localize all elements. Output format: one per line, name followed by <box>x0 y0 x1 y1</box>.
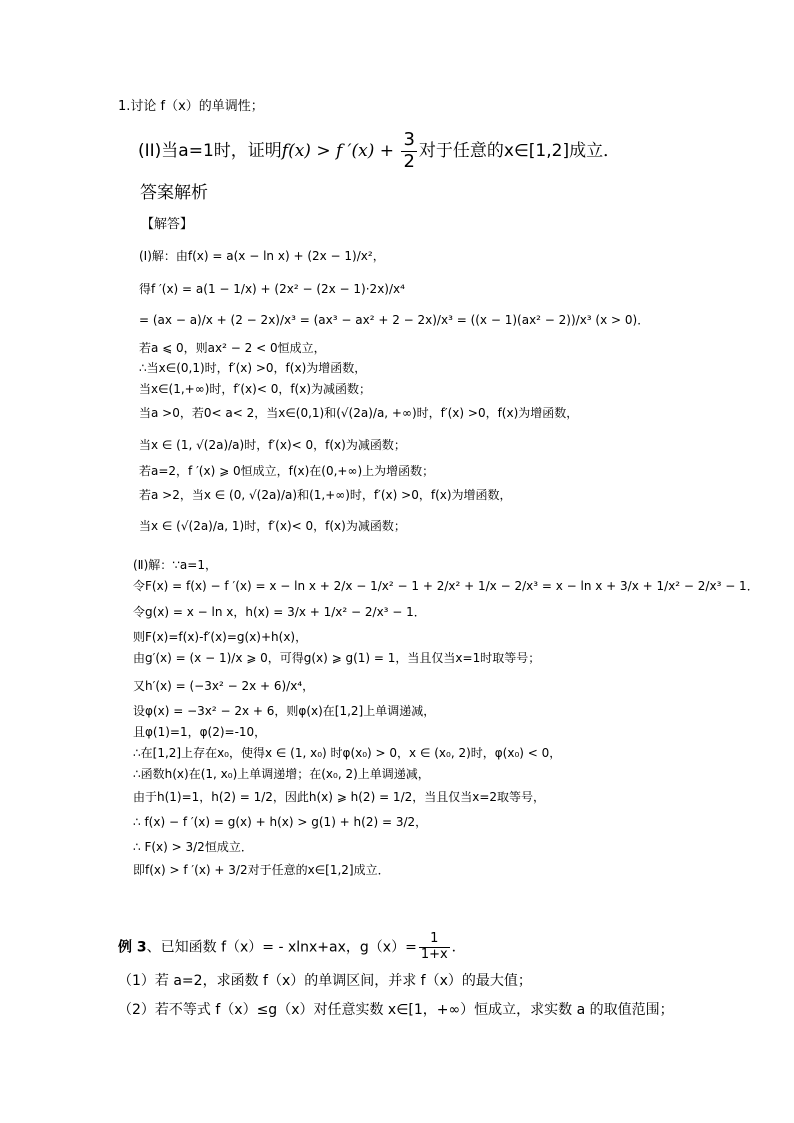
part2-line-5: 由g′(x) = (x − 1)/x ⩾ 0，可得g(x) ⩾ g(1) = 1，当且仅当x=1时取等号； <box>133 651 541 665</box>
part2-line-8: 且φ(1)=1，φ(2)=-10， <box>133 725 267 739</box>
solution-tag: 【解答】 <box>141 217 194 232</box>
part1-line-1: (Ⅰ)解：由f(x) = a(x − ln x) + (2x − 1)/x²， <box>139 249 385 263</box>
q2-suffix: 对于任意的x∈[1,2]成立． <box>418 141 621 162</box>
example-end: ． <box>451 939 466 956</box>
q2-math: f(x) > f ′(x) + <box>281 141 395 162</box>
question-1: 1.讨论 f（x）的单调性； <box>118 99 264 114</box>
part2-line-10: ∴函数h(x)在(1, x₀)上单调递增；在(x₀, 2)上单调递减， <box>133 767 430 781</box>
part2-line-9: ∴在[1,2]上存在x₀，使得x ∈ (1, x₀) 时φ(x₀) > 0，x ∈ (x₀, 2)时，φ(x₀) < 0， <box>133 746 562 760</box>
question-2 <box>138 130 620 172</box>
example-fraction: $\frac{1}{1+x}$ <box>420 931 448 962</box>
part2-line-3: 令g(x) = x − ln x，h(x) = 3/x + 1/x² − 2/x³ − 1． <box>133 605 426 619</box>
example-item-1: （1）若 a=2，求函数 f（x）的单调区间，并求 f（x）的最大值； <box>118 973 532 989</box>
example-item-2: （2）若不等式 f（x）≤g（x）对任意实数 x∈[1，+∞）恒成立，求实数 a 的取值范围； <box>118 1002 674 1018</box>
part1-line-6: 当x∈(1,+∞)时，f′(x)< 0，f(x)为减函数； <box>139 382 372 396</box>
part2-line-12: ∴ f(x) − f ′(x) = g(x) + h(x) > g(1) + h(2) = 3/2， <box>133 815 428 829</box>
part1-line-9: 若a=2，f ′(x) ⩾ 0恒成立，f(x)在(0,+∞)上为增函数； <box>139 464 435 478</box>
part1-line-11: 当x ∈ (√(2a)/a, 1)时，f′(x)< 0，f(x)为减函数； <box>139 519 406 533</box>
part2-line-11: 由于h(1)=1，h(2) = 1/2，因此h(x) ⩾ h(2) = 1/2，当且仅当x=2取等号， <box>133 790 546 804</box>
part2-line-6: 又h′(x) = (−3x² − 2x + 6)/x⁴， <box>133 679 315 693</box>
part2-line-14: 即f(x) > f ′(x) + 3/2对于任意的x∈[1,2]成立． <box>133 863 390 877</box>
part1-line-8: 当x ∈ (1, √(2a)/a)时，f′(x)< 0，f(x)为减函数； <box>139 438 406 452</box>
part1-line-4: 若a ⩽ 0，则ax² − 2 < 0恒成立， <box>139 341 326 355</box>
q2-prefix: (II)当a=1时，证明 <box>138 141 282 162</box>
part1-line-5: ∴当x∈(0,1)时，f′(x) >0，f(x)为增函数， <box>139 361 367 375</box>
part2-line-2: 令F(x) = f(x) − f ′(x) = x − ln x + 2/x − 1/x² − 1 + 2/x² + 1/x − 2/x³ = x − ln x + 3/x + 1/x² − 2/x³ − 1． <box>133 579 759 593</box>
q2-fraction: $\frac{3}{2}$ <box>403 129 415 172</box>
part1-line-2: 得f ′(x) = a(1 − 1/x) + (2x² − (2x − 1)·2x)/x⁴ <box>139 282 405 296</box>
part2-line-13: ∴ F(x) > 3/2恒成立． <box>133 840 253 854</box>
example-3-stem <box>118 932 466 963</box>
part1-line-7: 当a >0，若0< a< 2，当x∈(0,1)和(√(2a)/a, +∞)时，f′(x) >0，f(x)为增函数， <box>139 406 579 420</box>
example-stem: 、已知函数 f（x）= - xlnx+ax，g（x）= <box>146 939 417 956</box>
part2-line-1: (Ⅱ)解：∵a=1， <box>133 558 217 572</box>
part1-line-10: 若a >2，当x ∈ (0, √(2a)/a)和(1,+∞)时，f′(x) >0，f(x)为增函数， <box>139 488 512 502</box>
example-label: 例 3 <box>118 939 147 956</box>
part1-line-3: = (ax − a)/x + (2 − 2x)/x³ = (ax³ − ax² + 2 − 2x)/x³ = ((x − 1)(ax² − 2))/x³ (x > 0)． <box>139 313 650 327</box>
answer-title: 答案解析 <box>140 183 208 203</box>
part2-line-4: 则F(x)=f(x)-f′(x)=g(x)+h(x)， <box>133 630 308 644</box>
part2-line-7: 设φ(x) = −3x² − 2x + 6，则φ(x)在[1,2]上单调递减， <box>133 704 436 718</box>
